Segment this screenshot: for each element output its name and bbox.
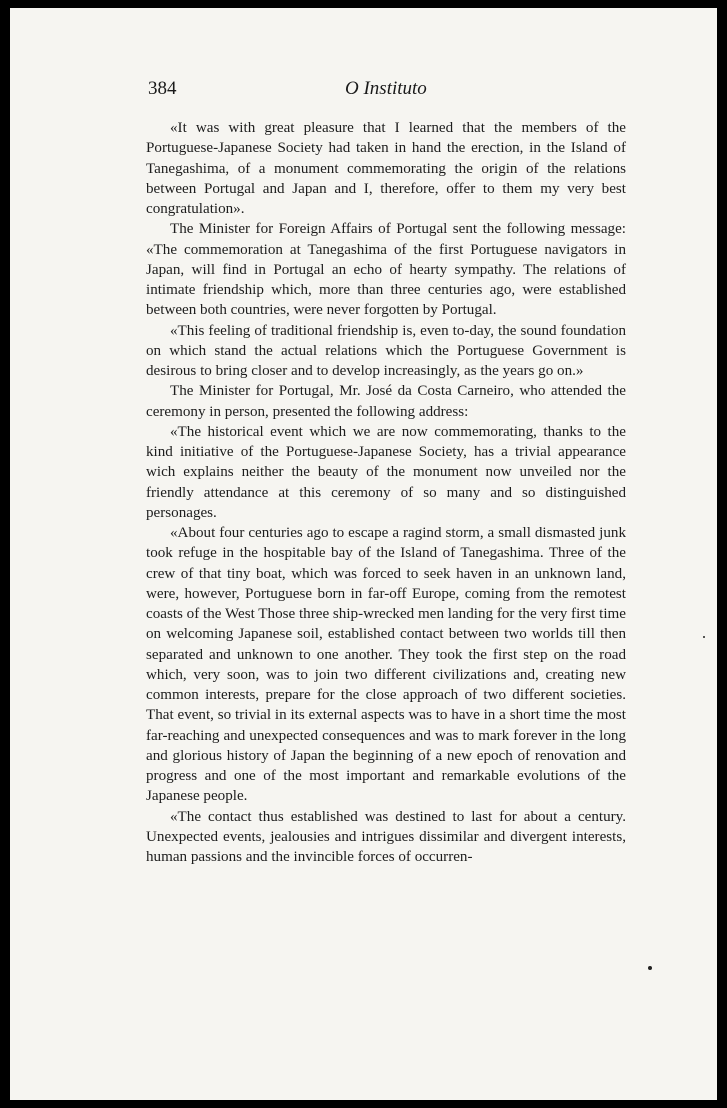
paragraph-7: «The contact thus established was destined to last for about a century. Unexpected events, jealousies and intrigues dissimilar and divergent interests, human passions and the invincible forces of occurren- bbox=[146, 808, 626, 865]
paragraph-6: «About four centuries ago to escape a ragind storm, a small dismasted junk took refuge in the hospitable bay of the Island of Tanegashima. Three of the crew of that tiny boat, which was forced to seek haven in an unknown land, were, however, Portuguese born in far-off Europe, coming from the remotest coasts of the West Those three ship-wrecked men landing for the very first time on welcoming Japanese soil, established contact between two worlds till then separated and unknown to one another. They took the first step on the road which, very soon, was to join two different civilizations and, creating new common interests, prepare for the close approach of two different societies. That event, so trivial in its external aspects was to have in a short time the most far-reaching and unexpected consequences and was to mark forever in the long and glorious history of Japan the beginning of a new epoch of renovation and progress and one of the most important and remarkable evolutions of the Japanese people. bbox=[146, 525, 626, 805]
page-header bbox=[148, 78, 628, 106]
paragraph-2: The Minister for Foreign Affairs of Portugal sent the following message: «The commemoration at Tanegashima of the first Portuguese navigators in Japan, will find in Portugal an echo of hearty sympathy. The relations of intimate friendship which, more than three centuries ago, were established between both countries, were never forgotten by Portugal. bbox=[146, 221, 626, 319]
paragraph-4: The Minister for Portugal, Mr. José da Costa Carneiro, who attended the ceremony in person, presented the following address: bbox=[146, 383, 626, 420]
scanned-page bbox=[10, 8, 717, 1100]
page-number: 384 bbox=[148, 78, 177, 99]
paragraph-1: «It was with great pleasure that I learned that the members of the Portuguese-Japanese Society had taken in hand the erection, in the Island of Tanegashima, of a monument commemorating the origin of the relations between Portugal and Japan and I, therefore, offer to them my very best congratulation». bbox=[146, 120, 626, 217]
scan-speck bbox=[648, 966, 652, 970]
body-text bbox=[146, 118, 626, 867]
running-title: O Instituto bbox=[345, 78, 427, 99]
paragraph-3: «This feeling of traditional friendship is, even to-day, the sound foundation on which stand the actual relations which the Portuguese Government is desirous to bring closer and to develop increasingly, as the years go on.» bbox=[146, 322, 626, 379]
paragraph-5: «The historical event which we are now commemorating, thanks to the kind initiative of the Portuguese-Japanese Society, has a trivial appearance wich explains neither the beauty of the monument now unveiled nor the friendly attendance at this ceremony of so many and so distinguished personages. bbox=[146, 423, 626, 521]
scan-speck bbox=[703, 636, 705, 638]
